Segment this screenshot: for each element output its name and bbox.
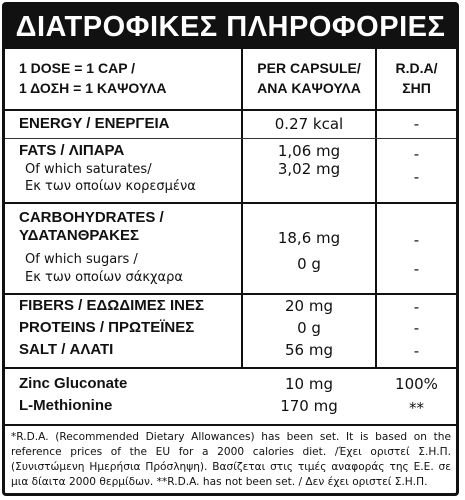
salt-value: 56 mg (285, 341, 333, 359)
fats-label: FATS / ΛΙΠΑΡΑ (19, 142, 125, 159)
header-per-capsule-line1: PER CAPSULE/ (257, 60, 361, 76)
fibers-label: FIBERS / ΕΔΩΔΙΜΕΣ ΙΝΕΣ (19, 297, 204, 314)
proteins-label: PROTEINS / ΠΡΩΤΕΪΝΕΣ (19, 319, 195, 336)
panel-title: ΔΙΑΤΡΟΦΙΚΕΣ ΠΛΗΡΟΦΟΡΙΕΣ (5, 5, 456, 49)
header-dose-line1: 1 DOSE = 1 CAP / (19, 60, 136, 76)
sugars-label-line2: Εκ των οποίων σάκχαρα (25, 270, 183, 285)
zinc-rda: 100% (395, 375, 438, 393)
methionine-value: 170 mg (280, 397, 338, 415)
fibers-rda: - (413, 298, 420, 316)
section-divider (5, 424, 456, 426)
carbs-label-line2: ΥΔΑΤΑΝΘΡΑΚΕΣ (19, 227, 139, 244)
section-divider (5, 293, 456, 295)
proteins-value: 0 g (297, 319, 321, 337)
sugars-rda: - (413, 260, 420, 278)
row-divider (5, 138, 456, 139)
fibers-value: 20 mg (285, 297, 333, 315)
carbs-value: 18,6 mg (277, 229, 341, 247)
energy-label: ENERGY / ΕΝΕΡΓΕΙΑ (19, 115, 170, 132)
footnote: *R.D.A. (Recommended Dietary Allowances) has been set. It is based on the reference prices of the EU for a 2000 calories diet. /Έχει οριστεί Σ.Η.Π. (Συνιστώμενη Ημερήσια Πρόσληψη). Βασίζεται στις τιμές αναφοράς της Ε.Ε. σε μια δίαιτα 2000 θερμίδων. **R.D.A. has not been set. / Δεν έχει οριστεί Σ.Η.Π. (11, 431, 451, 488)
header-dose-line2: 1 ΔΟΣΗ = 1 ΚΑΨΟΥΛΑ (19, 80, 167, 96)
salt-rda: - (413, 342, 420, 360)
zinc-label: Zinc Gluconate (19, 375, 128, 392)
fats-value: 1,06 mg (277, 142, 341, 160)
saturates-label-line1: Of which saturates/ (25, 162, 152, 177)
header-per-capsule-line2: ΑΝΑ ΚΑΨΟΥΛΑ (257, 80, 361, 96)
section-divider (5, 367, 456, 369)
carbs-label-line1: CARBOHYDRATES / (19, 209, 164, 226)
header-rda-line1: R.D.A/ (395, 60, 438, 76)
section-divider (5, 202, 456, 204)
salt-label: SALT / ΑΛΑΤΙ (19, 341, 114, 358)
saturates-value: 3,02 mg (277, 160, 341, 178)
energy-rda: - (413, 115, 420, 133)
fats-rda: - (413, 145, 420, 163)
saturates-rda: - (413, 168, 420, 186)
nutrition-panel (2, 2, 459, 496)
table-header (5, 49, 456, 111)
header-rda-line2: ΣΗΠ (402, 80, 431, 96)
methionine-label: L-Methionine (19, 397, 113, 414)
sugars-value: 0 g (297, 255, 321, 273)
energy-value: 0.27 kcal (274, 115, 344, 133)
methionine-rda: ** (409, 399, 424, 417)
proteins-rda: - (413, 319, 420, 337)
carbs-rda: - (413, 231, 420, 249)
sugars-label-line1: Of which sugars / (25, 252, 138, 267)
zinc-value: 10 mg (285, 375, 333, 393)
saturates-label-line2: Εκ των οποίων κορεσμένα (25, 179, 196, 194)
